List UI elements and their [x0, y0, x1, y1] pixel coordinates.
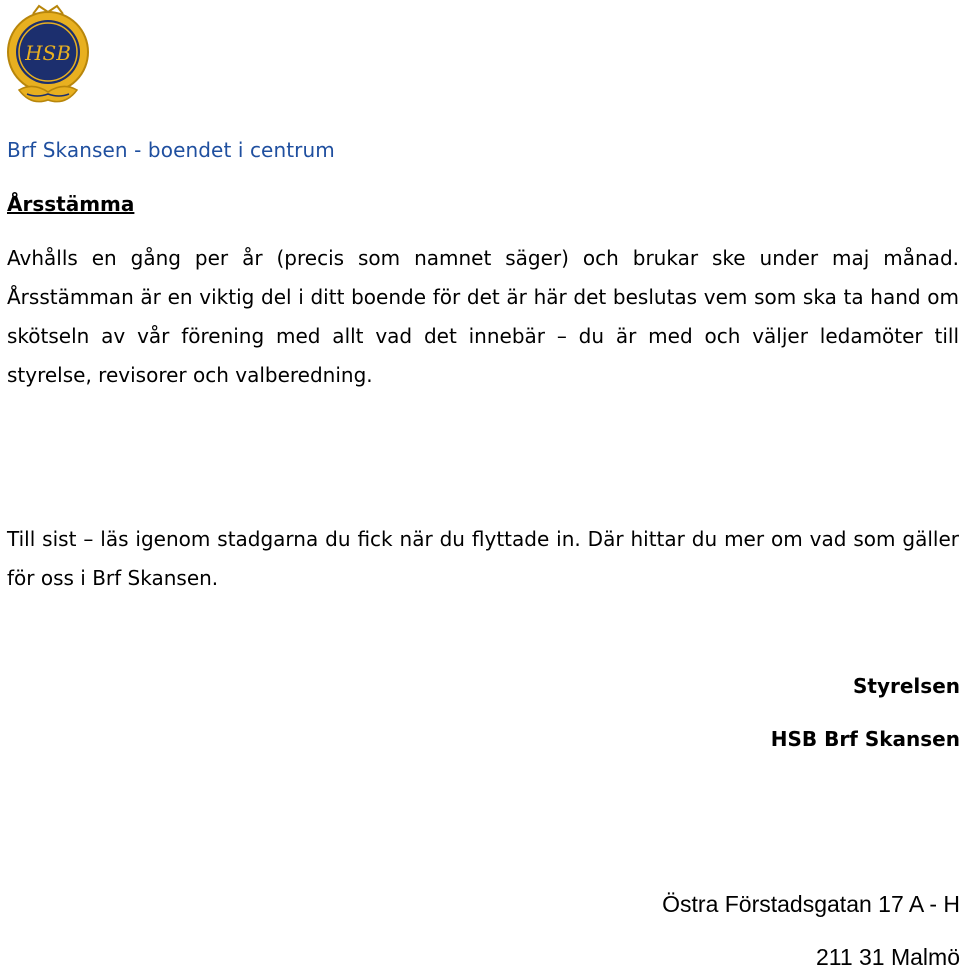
logo-text: HSB [25, 41, 71, 65]
signature-board: Styrelsen [853, 674, 960, 698]
address-street: Östra Förstadsgatan 17 A - H [662, 891, 960, 917]
signature-organization: HSB Brf Skansen [770, 727, 960, 751]
hsb-logo-icon [5, 2, 91, 114]
document-subtitle: Brf Skansen - boendet i centrum [7, 138, 335, 162]
hsb-logo [5, 2, 91, 114]
section-heading: Årsstämma [7, 192, 135, 216]
paragraph-stadgar: Till sist – läs igenom stadgarna du fick när du flyttade in. Där hittar du mer om vad som gäller för oss i Brf Skansen. [7, 527, 959, 590]
paragraph-arsstamma: Avhålls en gång per år (precis som namnet säger) och brukar ske under maj månad. Årsstämman är en viktig del i ditt boende för det är här det beslutas vem som ska ta hand om skötseln av vår förening med allt vad det innebär – du är med och väljer ledamöter till styrelse, revisorer och valberedning. [7, 246, 959, 387]
address-postal: 211 31 Malmö [815, 944, 960, 970]
